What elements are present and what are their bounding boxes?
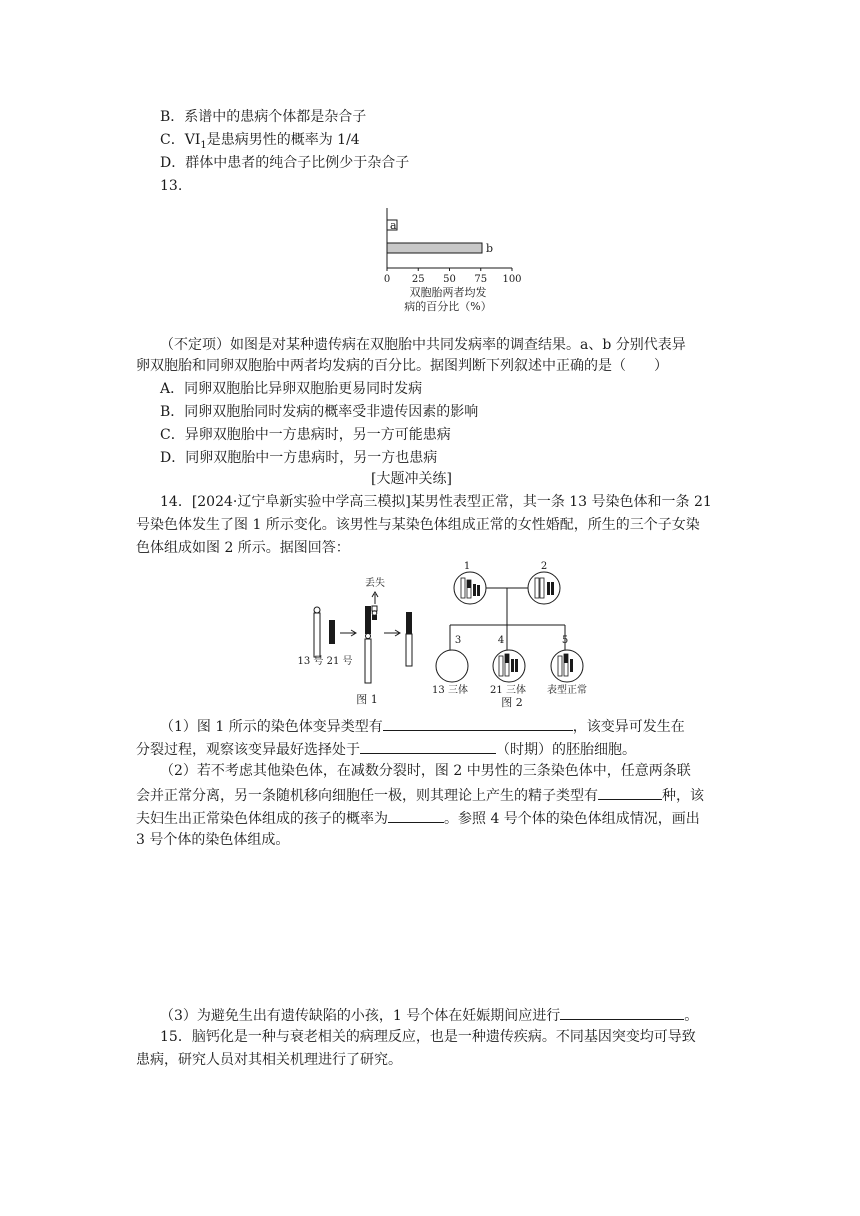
twin-bar-chart	[350, 200, 530, 325]
x-tick-label-0: 0	[383, 274, 391, 285]
option-c-q12	[160, 131, 360, 155]
fig2-label-3: 13 三体	[432, 685, 468, 696]
q14-part2-text-b: 种，该	[662, 788, 704, 804]
q13-stem-line1: （不定项）如图是对某种遗传病在双胞胎中共同发病率的调查结果。a、b 分别代表异	[160, 337, 686, 353]
q14-part1-line1	[160, 716, 685, 736]
chart-xlabel-line2: 病的百分比（%）	[404, 300, 492, 313]
q14-stem-line1: 14．[2024·辽宁阜新实验中学高三模拟]某男性表型正常，其一条 13 号染色体和一条 21	[160, 494, 712, 510]
option-c-suffix: 是患病男性的概率为 1/4	[206, 132, 360, 148]
question-13-number: 13.	[160, 178, 183, 194]
answer-blank-prenatal-test[interactable]	[560, 1005, 684, 1020]
bar-label-b: b	[486, 242, 494, 255]
lost-fragment	[372, 606, 377, 620]
fig2-label-4: 21 三体	[490, 685, 526, 696]
option-d-q12: D．群体中患者的纯合子比例少于杂合子	[160, 155, 410, 171]
option-c-subscript: 1	[200, 139, 207, 151]
x-tick-label-50: 50	[443, 274, 456, 285]
q14-part2-text-a: 会并正常分离，另一条随机移向细胞任一极，则其理论上产生的精子类型有	[136, 788, 598, 804]
q13-option-c: C．异卵双胞胎中一方患病时，另一方可能患病	[160, 427, 451, 443]
answer-blank-variation-type[interactable]	[383, 716, 573, 731]
q15-stem-line1: 15．脑钙化是一种与衰老相关的病理反应，也是一种遗传疾病。不同基因突变均可导致	[160, 1029, 696, 1045]
figure-1-translocation	[295, 570, 430, 710]
bar-b	[387, 243, 482, 253]
individual-3	[436, 650, 468, 682]
chromosome-21	[329, 620, 335, 644]
q14-part1-text-c: 分裂过程，观察该变异最好选择处于	[136, 742, 360, 758]
x-tick-label-100: 100	[502, 274, 522, 285]
q14-part2-text-c: 夫妇生出正常染色体组成的孩子的概率为	[136, 811, 388, 827]
fig2-number-5: 5	[561, 635, 569, 646]
chart-xlabel-line1: 双胞胎两者均发	[409, 286, 487, 299]
fig1-lost-label: 丢失	[365, 578, 385, 589]
translocated-chromosome	[406, 612, 412, 666]
fig2-number-4: 4	[497, 635, 505, 646]
individual-4	[493, 650, 525, 682]
q14-part1-text-d: （时期）的胚胎细胞。	[496, 742, 636, 758]
q14-part2-line3	[136, 808, 700, 828]
bar-label-a: a	[390, 219, 397, 232]
fig2-number-2: 2	[540, 561, 548, 572]
option-b-q12: B．系谱中的患病个体都是杂合子	[160, 109, 367, 125]
q14-part3-text-a: （3）为避免生出有遗传缺陷的小孩，1 号个体在妊娠期间应进行	[160, 1008, 561, 1024]
q14-part1-line2	[136, 739, 636, 759]
individual-1	[454, 572, 486, 604]
fig2-label-5: 表型正常	[547, 685, 587, 696]
q15-stem-line2: 患病，研究人员对其相关机理进行了研究。	[136, 1052, 402, 1068]
section-title: [大题冲关练]	[371, 471, 452, 487]
q13-option-b: B．同卵双胞胎同时发病的概率受非遗传因素的影响	[160, 404, 479, 420]
x-tick-label-25: 25	[411, 274, 425, 285]
fused-chromosome	[365, 606, 371, 683]
fig2-number-1: 1	[463, 561, 471, 572]
option-c-prefix: C．VI	[160, 132, 201, 148]
x-tick-label-75: 75	[474, 274, 488, 285]
fig1-caption: 图 1	[356, 693, 378, 706]
q13-option-d: D．同卵双胞胎中一方患病时，另一方也患病	[160, 450, 438, 466]
answer-blank-sperm-types[interactable]	[598, 785, 662, 800]
fig2-caption: 图 2	[501, 696, 523, 709]
q13-option-a: A．同卵双胞胎比异卵双胞胎更易同时发病	[160, 381, 423, 397]
fig2-number-3: 3	[454, 635, 462, 646]
q14-part1-text-b: ，该变异可发生在	[572, 719, 685, 735]
q13-stem-line2: 卵双胞胎和同卵双胞胎中两者均发病的百分比。据图判断下列叙述中正确的是（ ）	[136, 358, 668, 374]
q14-part2-line2	[136, 785, 704, 805]
q14-part2-line4: 3 号个体的染色体组成。	[136, 832, 290, 848]
q14-part3-text-b: 。	[684, 1008, 699, 1024]
figure-2-pedigree	[430, 560, 595, 710]
individual-5	[551, 650, 583, 682]
chromosome-13	[314, 607, 320, 657]
answer-blank-phase[interactable]	[360, 739, 496, 754]
answer-blank-probability[interactable]	[388, 808, 444, 823]
q14-stem-line2: 号染色体发生了图 1 所示变化。该男性与某染色体组成正常的女性婚配，所生的三个子女染	[136, 517, 700, 533]
q14-part1-text-a: （1）图 1 所示的染色体变异类型有	[160, 719, 383, 735]
q14-part2-text-d: 。参照 4 号个体的染色体组成情况，画出	[444, 811, 700, 827]
individual-2	[528, 572, 560, 604]
q14-stem-line3: 色体组成如图 2 所示。据图回答：	[136, 540, 350, 556]
fig1-chrom-label: 13 号 21 号	[297, 656, 353, 667]
q14-part3-line	[160, 1005, 698, 1025]
q14-part2-line1: （2）若不考虑其他染色体，在减数分裂时，图 2 中男性的三条染色体中，任意两条联	[160, 763, 691, 779]
